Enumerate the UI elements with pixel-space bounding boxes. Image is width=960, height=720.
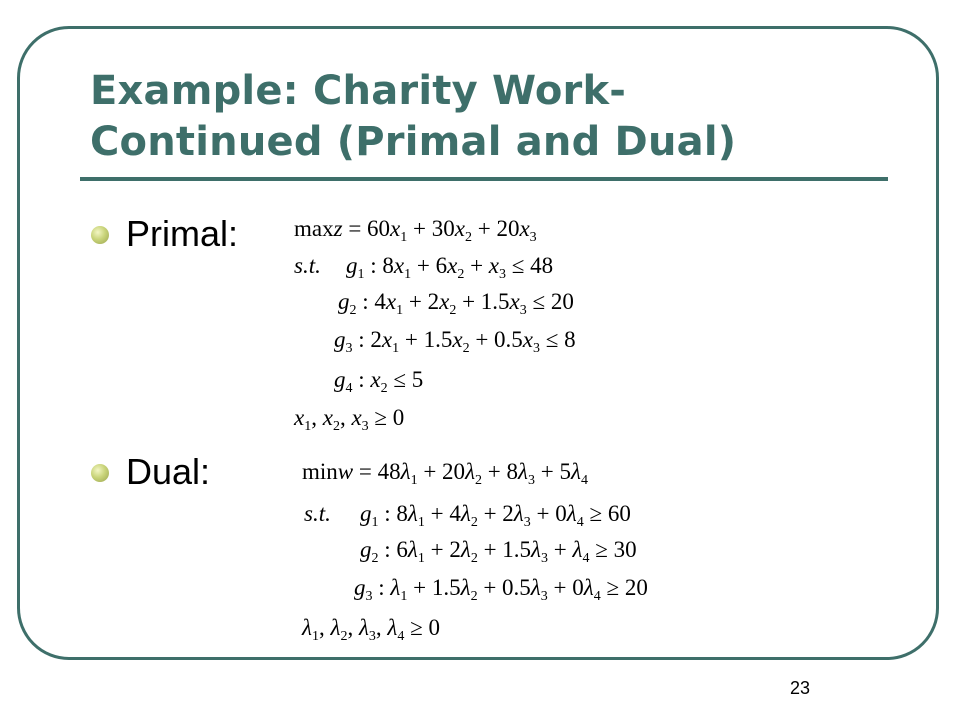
- dual-constraint-g3: $g_3$ : $\lambda_1 + 1.5\lambda_2 + 0.5\lambda_3 + 0\lambda_4 \ge 20$: [354, 575, 648, 604]
- page-number: 23: [790, 678, 811, 698]
- slide-title: [90, 66, 890, 168]
- dual-bullet-icon: [91, 464, 109, 482]
- primal-constraint-g1: $g_1$ : $8x_1 + 6x_2 + x_3 \le 48$: [346, 253, 554, 282]
- primal-st: s.t.: [294, 253, 321, 278]
- dual-st: s.t.: [304, 501, 331, 526]
- primal-constraint-g3: $g_3$ : $2x_1 + 1.5x_2 + 0.5x_3 \le 8$: [334, 327, 576, 356]
- primal-math-block: [294, 215, 537, 243]
- primal-label: Primal:: [126, 213, 239, 254]
- title-underline: [80, 177, 888, 181]
- title-line-2: Continued (Primal and Dual): [90, 119, 737, 165]
- primal-constraint-g4: $g_4$ : $x_2 \le 5$: [334, 367, 424, 396]
- title-line-1: Example: Charity Work-: [90, 68, 627, 114]
- dual-nonnegativity: $\lambda_1$, $\lambda_2$, $\lambda_3$, $\lambda_4 \ge 0$: [302, 615, 440, 644]
- primal-nonnegativity: $x_1$, $x_2$, $x_3 \ge 0$: [294, 405, 405, 434]
- dual-label: Dual:: [126, 451, 211, 492]
- primal-bullet-icon: [91, 226, 109, 244]
- primal-objective: $\max z = 60x_1 + 30x_2 + 20x_3$: [294, 216, 537, 245]
- dual-constraint-g2: $g_2$ : $6\lambda_1 + 2\lambda_2 + 1.5\lambda_3 + \lambda_4 \ge 30$: [360, 537, 637, 566]
- dual-objective: $\min w = 48\lambda_1 + 20\lambda_2 + 8\lambda_3 + 5\lambda_4$: [302, 459, 588, 488]
- primal-constraint-g2: $g_2$ : $4x_1 + 2x_2 + 1.5x_3 \le 20$: [338, 289, 574, 318]
- dual-constraint-g1: $g_1$ : $8\lambda_1 + 4\lambda_2 + 2\lambda_3 + 0\lambda_4 \ge 60$: [360, 501, 631, 530]
